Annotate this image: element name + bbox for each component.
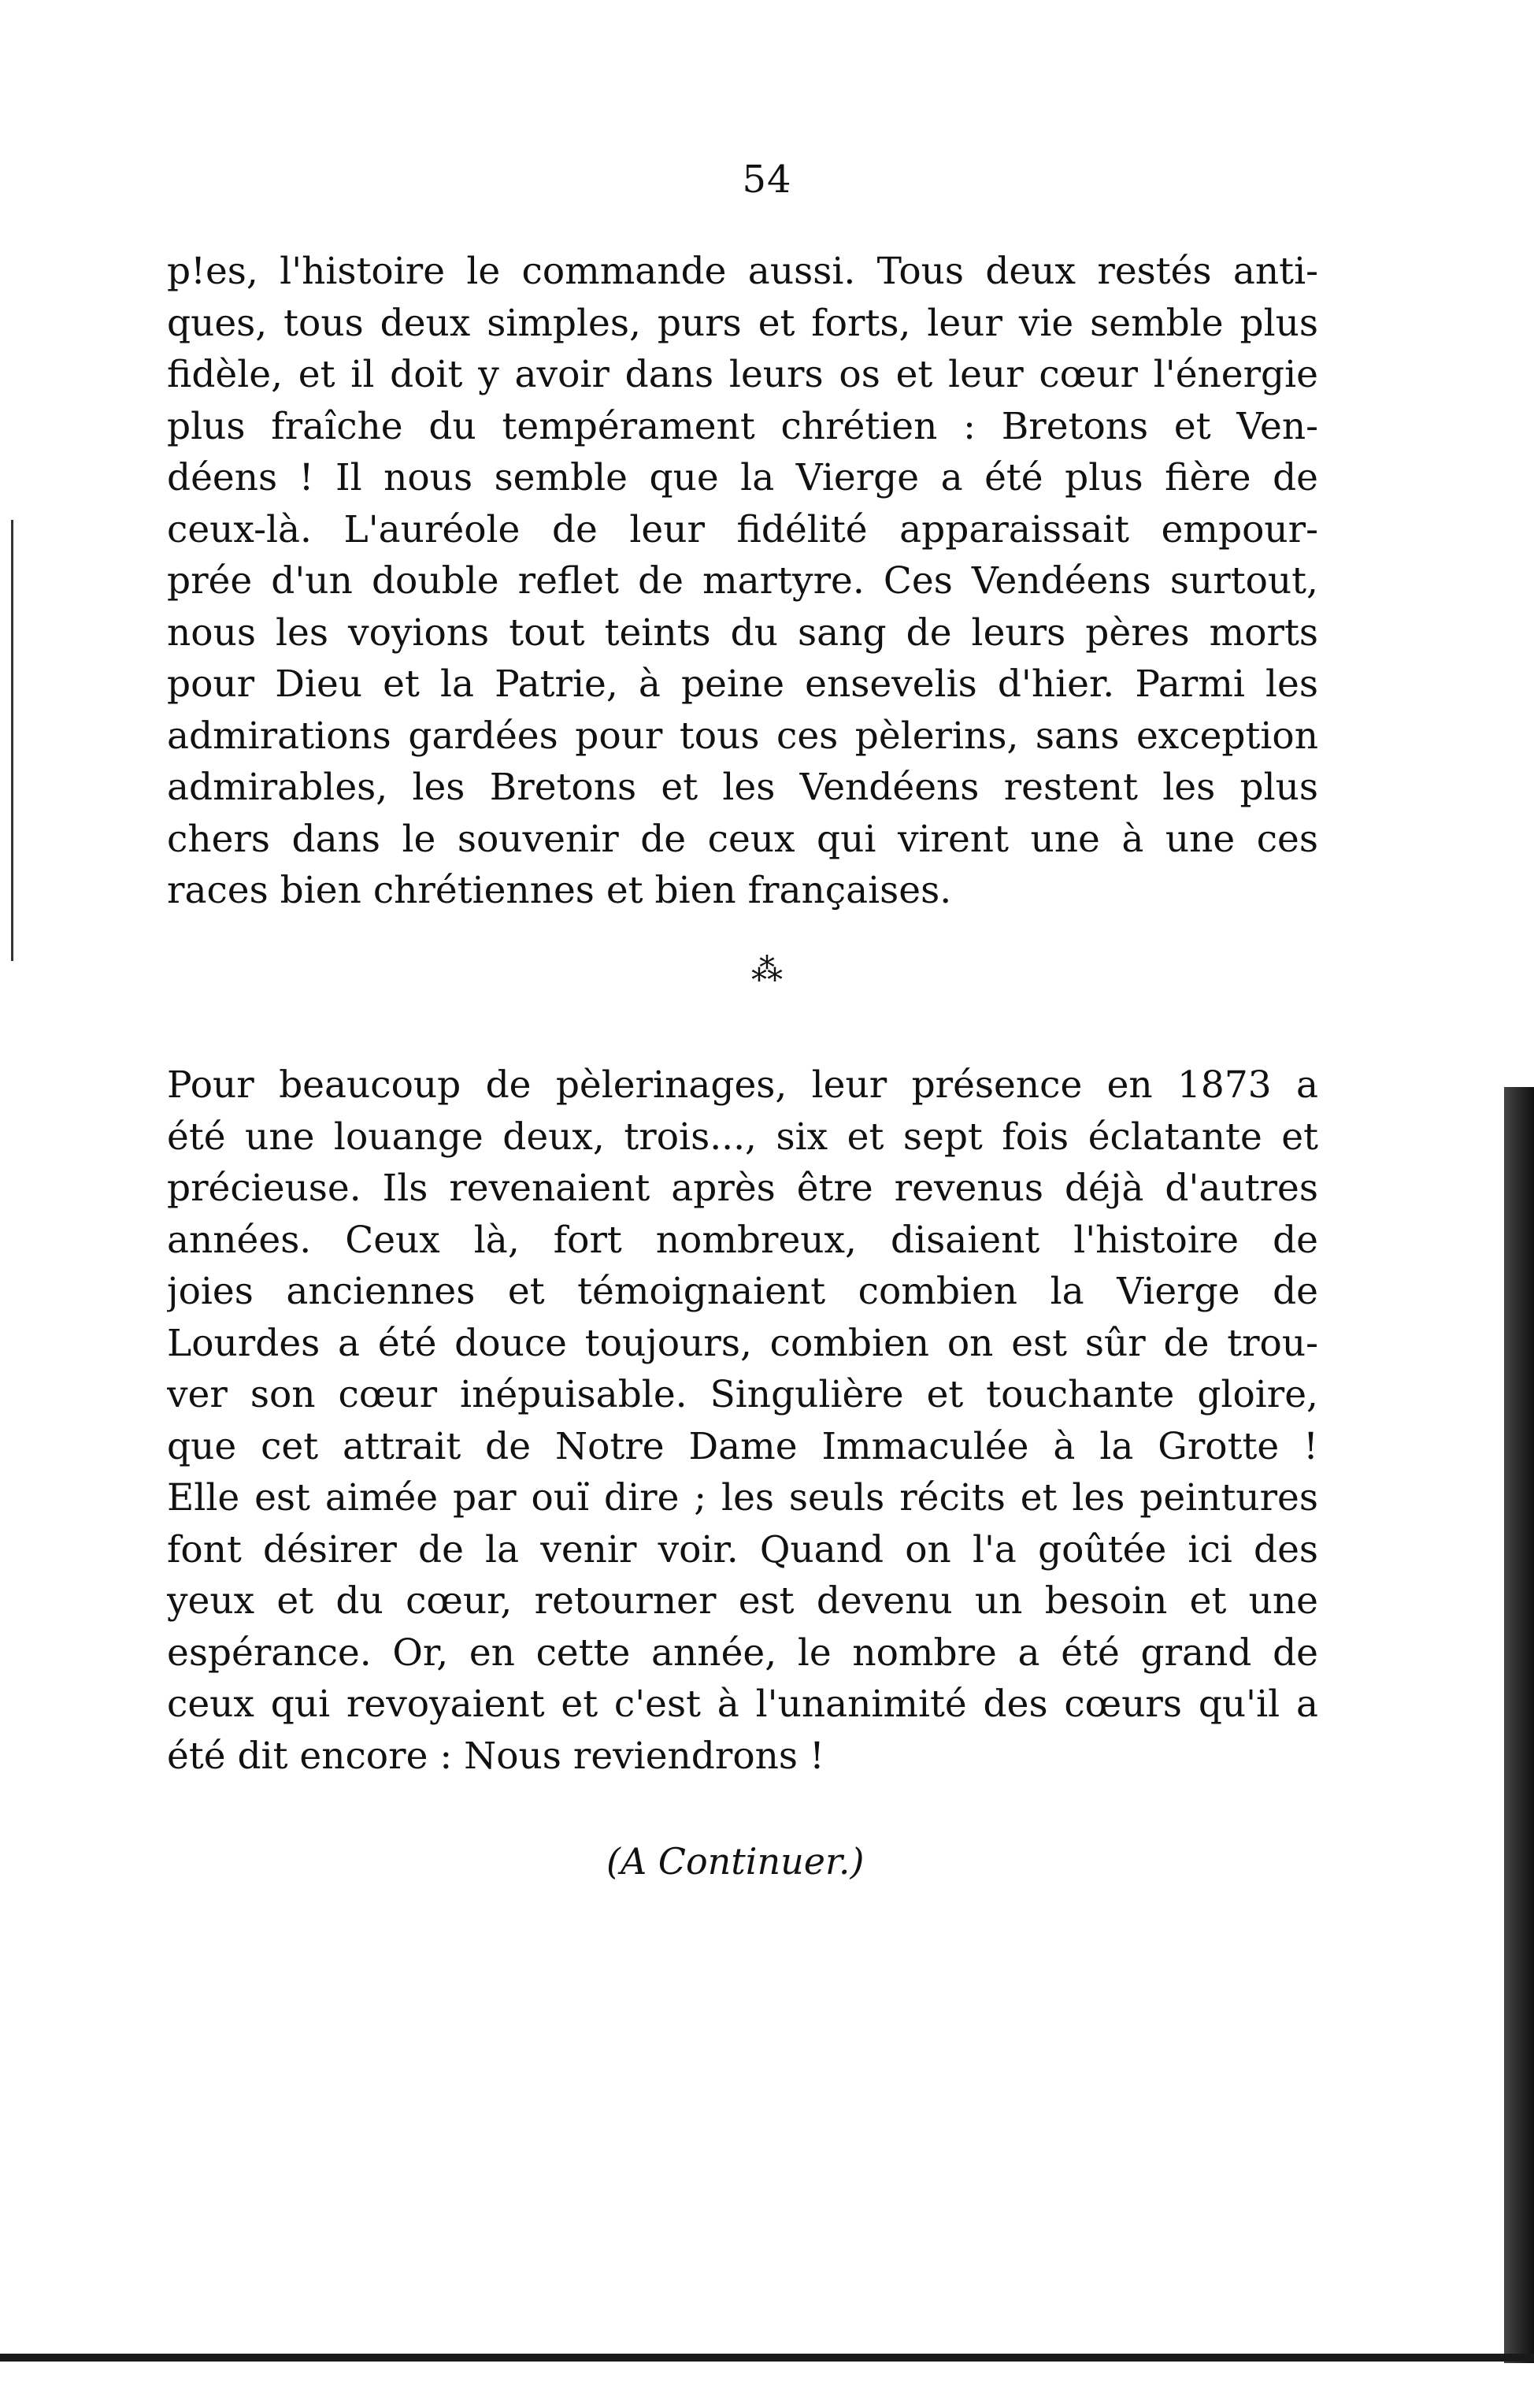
text-line: précieuse. Ils revenaient après être revenus déjà d'autres xyxy=(167,1167,1318,1210)
text-line: Elle est aimée par ouï dire ; les seuls récits et les peintures xyxy=(167,1476,1318,1519)
paragraph-2 xyxy=(167,1059,1318,1782)
text-line: p!es, l'histoire le commande aussi. Tous deux restés anti- xyxy=(167,250,1318,293)
scan-edge-bottom xyxy=(0,2354,1534,2362)
text-line: Pour beaucoup de pèlerinages, leur présence en 1873 a xyxy=(167,1063,1318,1107)
text-line: admirations gardées pour tous ces pèlerins, sans exception xyxy=(167,714,1318,758)
text-line: prée d'un double reflet de martyre. Ces Vendéens surtout, xyxy=(167,559,1318,603)
text-line: que cet attrait de Notre Dame Immaculée à la Grotte ! xyxy=(167,1424,1318,1468)
text-line: pour Dieu et la Patrie, à peine ensevelis d'hier. Parmi les xyxy=(167,662,1318,706)
text-line: espérance. Or, en cette année, le nombre a été grand de xyxy=(167,1631,1318,1675)
text-line: été une louange deux, trois..., six et sept fois éclatante et xyxy=(167,1115,1318,1159)
text-line: ceux-là. L'auréole de leur fidélité apparaissait empour- xyxy=(167,507,1318,551)
text-line: Lourdes a été douce toujours, combien on est sûr de trou- xyxy=(167,1321,1318,1365)
text-line: été dit encore : Nous reviendrons ! xyxy=(167,1734,824,1778)
text-line: fidèle, et il doit y avoir dans leurs os et leur cœur l'énergie xyxy=(167,353,1318,396)
asterism-separator: ⁂ xyxy=(751,952,783,989)
text-line: ceux qui revoyaient et c'est à l'unanimité des cœurs qu'il a xyxy=(167,1683,1318,1726)
text-line: nous les voyions tout teints du sang de leurs pères morts xyxy=(167,610,1318,655)
text-line: font désirer de la venir voir. Quand on l'a goûtée ici des xyxy=(167,1527,1318,1571)
continuation-note: (A Continuer.) xyxy=(606,1840,865,1883)
text-line: chers dans le souvenir de ceux qui virent une à une ces xyxy=(167,817,1318,861)
page-number: 54 xyxy=(742,158,792,202)
text-line: ver son cœur inépuisable. Singulière et touchante gloire, xyxy=(167,1373,1318,1416)
paragraph-1 xyxy=(167,246,1318,917)
text-line: déens ! Il nous semble que la Vierge a été plus fière de xyxy=(167,456,1318,499)
text-line: races bien chrétiennes et bien françaises. xyxy=(167,869,952,912)
scan-edge-right xyxy=(1480,1087,1534,2363)
text-line: ques, tous deux simples, purs et forts, leur vie semble plus xyxy=(167,301,1318,345)
text-line: années. Ceux là, fort nombreux, disaient l'histoire de xyxy=(167,1218,1318,1262)
text-line: plus fraîche du tempérament chrétien : Bretons et Ven- xyxy=(167,404,1318,448)
text-line: admirables, les Bretons et les Vendéens restent les plus xyxy=(167,766,1318,809)
text-line: yeux et du cœur, retourner est devenu un besoin et une xyxy=(167,1579,1318,1623)
text-line: joies anciennes et témoignaient combien la Vierge de xyxy=(167,1270,1318,1313)
scan-edge-left xyxy=(11,520,13,961)
